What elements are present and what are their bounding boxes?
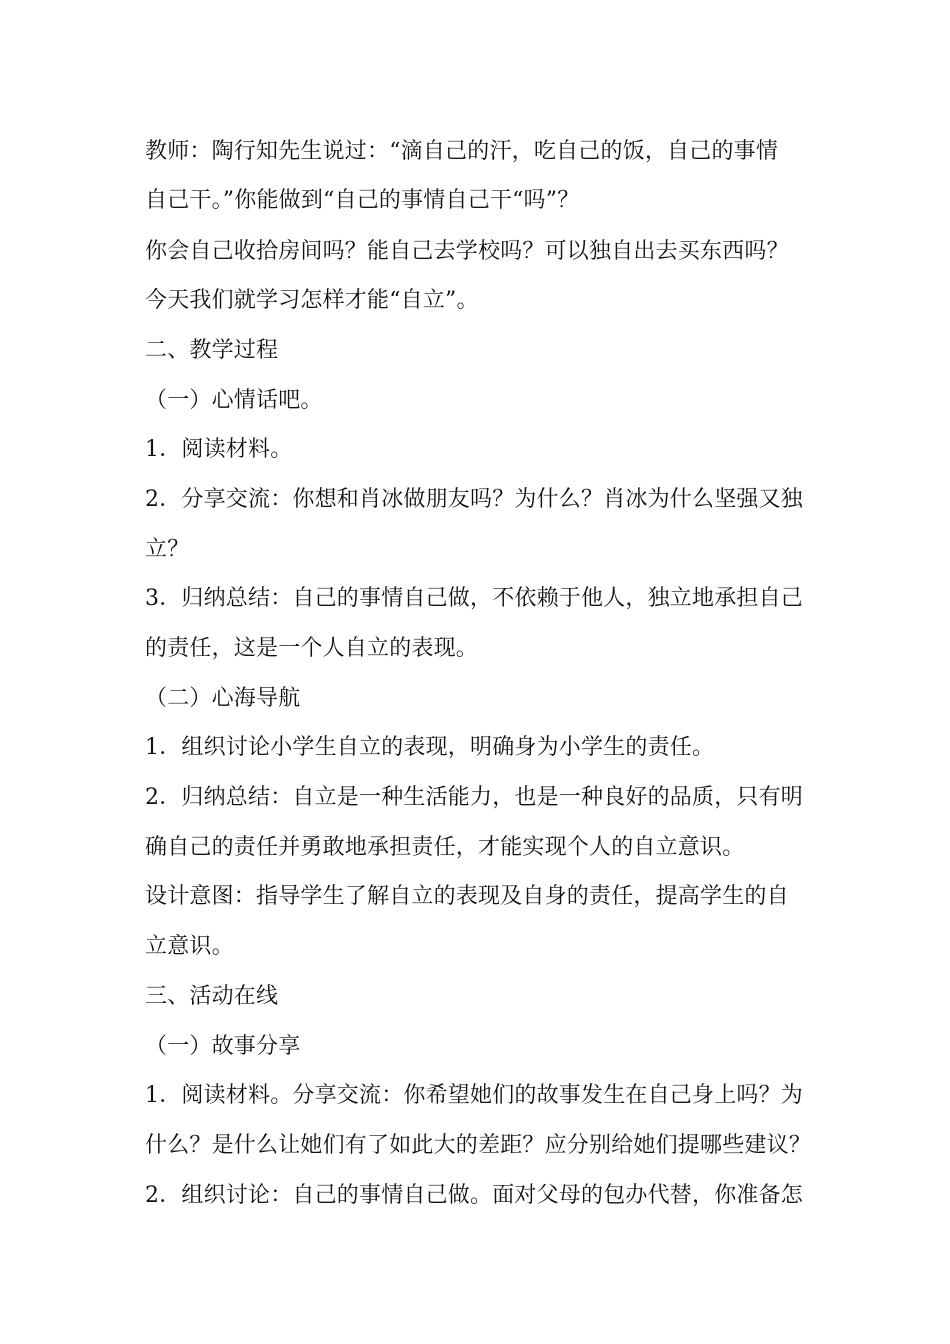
text-line: 立意识。 [145,934,234,959]
subsection-heading: （二）心海导航 [145,686,301,711]
text-line: 1．组织讨论小学生自立的表现，明确身为小学生的责任。 [145,735,715,760]
text-line: 2．归纳总结：自立是一种生活能力，也是一种良好的品质，只有明 [145,785,803,810]
section-heading: 二、教学过程 [145,338,279,363]
text-line: 1．阅读材料。分享交流：你希望她们的故事发生在自己身上吗？为 [145,1083,803,1108]
text-line: 什么？是什么让她们有了如此大的差距？应分别给她们提哪些建议？ [145,1133,812,1158]
subsection-heading: （一）心情话吧。 [145,388,323,413]
text-line: 今天我们就学习怎样才能“自立”。 [145,288,479,313]
text-line: 2．组织讨论：自己的事情自己做。面对父母的包办代替，你准备怎 [145,1183,803,1208]
text-line: 确自己的责任并勇敢地承担责任，才能实现个人的自立意识。 [145,835,745,860]
text-line: 3．归纳总结：自己的事情自己做，不依赖于他人，独立地承担自己 [145,586,803,611]
text-line: 你会自己收拾房间吗？能自己去学校吗？可以独自出去买东西吗？ [145,239,789,264]
text-line: 的责任，这是一个人自立的表现。 [145,636,479,661]
text-line: 教师：陶行知先生说过：“滴自己的汗，吃自己的饭，自己的事情 [145,139,779,164]
text-line: 立？ [145,537,190,562]
text-line: 设计意图：指导学生了解自立的表现及自身的责任，提高学生的自 [145,884,789,909]
text-line: 自己干。”你能做到“自己的事情自己干“吗”？ [145,188,580,213]
subsection-heading: （一）故事分享 [145,1034,301,1059]
text-line: 2．分享交流：你想和肖冰做朋友吗？为什么？肖冰为什么坚强又独 [145,487,803,512]
text-line: 1．阅读材料。 [145,437,293,462]
section-heading: 三、活动在线 [145,984,279,1009]
